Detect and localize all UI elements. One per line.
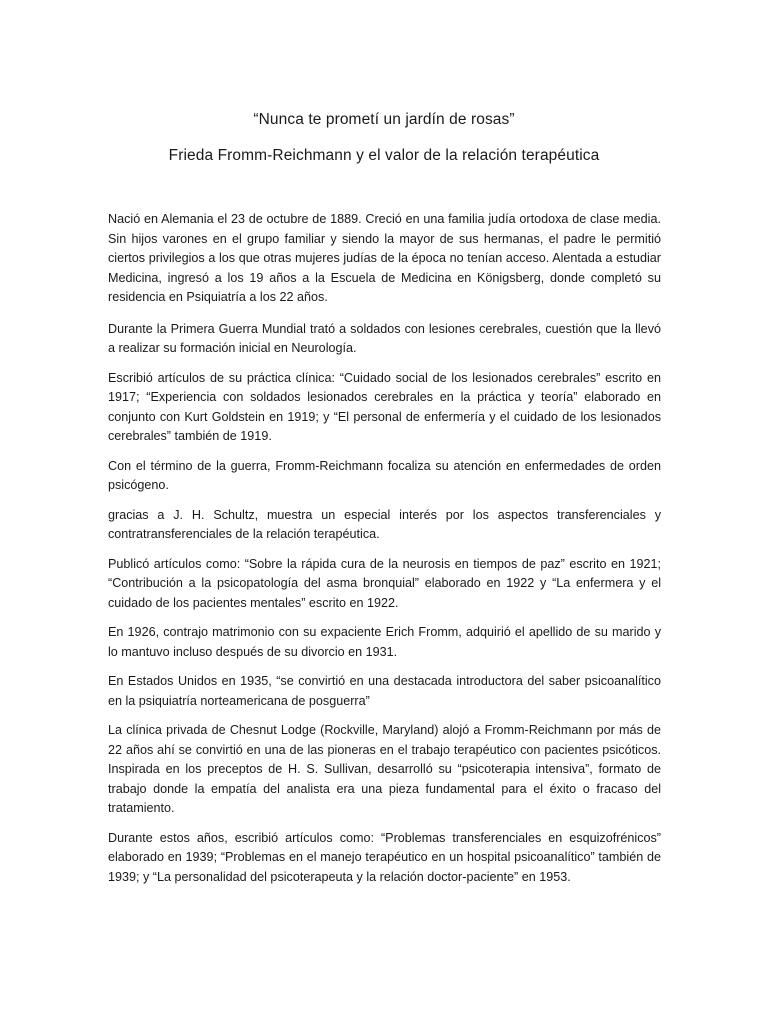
paragraph-later-articles: Durante estos años, escribió artículos como: “Problemas transferenciales en esquizofrénicos” elaborado en 1939; “Problemas en el manejo terapéutico en un hospital psicoanalítico” también de 1939; y “La personalidad del psicoterapeuta y la relación doctor-paciente” en 1953. [108, 830, 661, 884]
paragraph-biography: Nació en Alemania el 23 de octubre de 1889. Creció en una familia judía ortodoxa de clase media. Sin hijos varones en el grupo familiar y siendo la mayor de sus hermanas, el padre le permitió ciertos privilegios a los que otras mujeres judías de la época no tenían acceso. Alentada a estudiar Medicina, ingresó a los 19 años a la Escuela de Medicina en Königsberg, donde completó su residencia en Psiquiatría a los 22 años. [108, 212, 661, 304]
paragraph-united-states: En Estados Unidos en 1935, “se convirtió en una destacada introductora del saber psicoanalítico en la psiquiatría norteamericana de posguerra” [108, 674, 661, 708]
paragraph-early-articles: Escribió artículos de su práctica clínica: “Cuidado social de los lesionados cerebrales” escrito en 1917; “Experiencia con soldados lesionados cerebrales en la práctica y teoría” elaborado en conjunto con Kurt Goldstein en 1919; y “El personal de enfermería y el cuidado de los lesionados cerebrales” también de 1919. [108, 370, 661, 443]
paragraph-post-war: Con el término de la guerra, Fromm-Reichmann focaliza su atención en enfermedades de orden psicógeno. [108, 458, 661, 492]
paragraph-first-world-war: Durante la Primera Guerra Mundial trató a soldados con lesiones cerebrales, cuestión que la llevó a realizar su formación inicial en Neurología. [108, 321, 661, 355]
document-title: “Nunca te prometí un jardín de rosas” [253, 111, 515, 128]
paragraph-1921-articles: Publicó artículos como: “Sobre la rápida cura de la neurosis en tiempos de paz” escrito en 1921; “Contribución a la psicopatología del asma bronquial” elaborado en 1922 y “La enfermera y el cuidado de los pacientes mentales” escrito en 1922. [108, 556, 661, 610]
paragraph-chesnut-lodge: La clínica privada de Chesnut Lodge (Rockville, Maryland) alojó a Fromm-Reichmann por más de 22 años ahí se convirtió en una de las pioneras en el trabajo terapéutico con pacientes psicóticos. Inspirada en los preceptos de H. S. Sullivan, desarrolló su “psicoterapia intensiva”, formato de trabajo donde la empatía del analista era una pieza fundamental para el éxito o fracaso del tratamiento. [108, 723, 661, 815]
document-body [108, 210, 661, 897]
paragraph-schultz: gracias a J. H. Schultz, muestra un especial interés por los aspectos transferenciales y contratransferenciales de la relación terapéutica. [108, 507, 661, 541]
document-subtitle: Frieda Fromm-Reichmann y el valor de la relación terapéutica [168, 147, 600, 164]
paragraph-marriage: En 1926, contrajo matrimonio con su expaciente Erich Fromm, adquirió el apellido de su marido y lo mantuvo incluso después de su divorcio en 1931. [108, 625, 661, 659]
